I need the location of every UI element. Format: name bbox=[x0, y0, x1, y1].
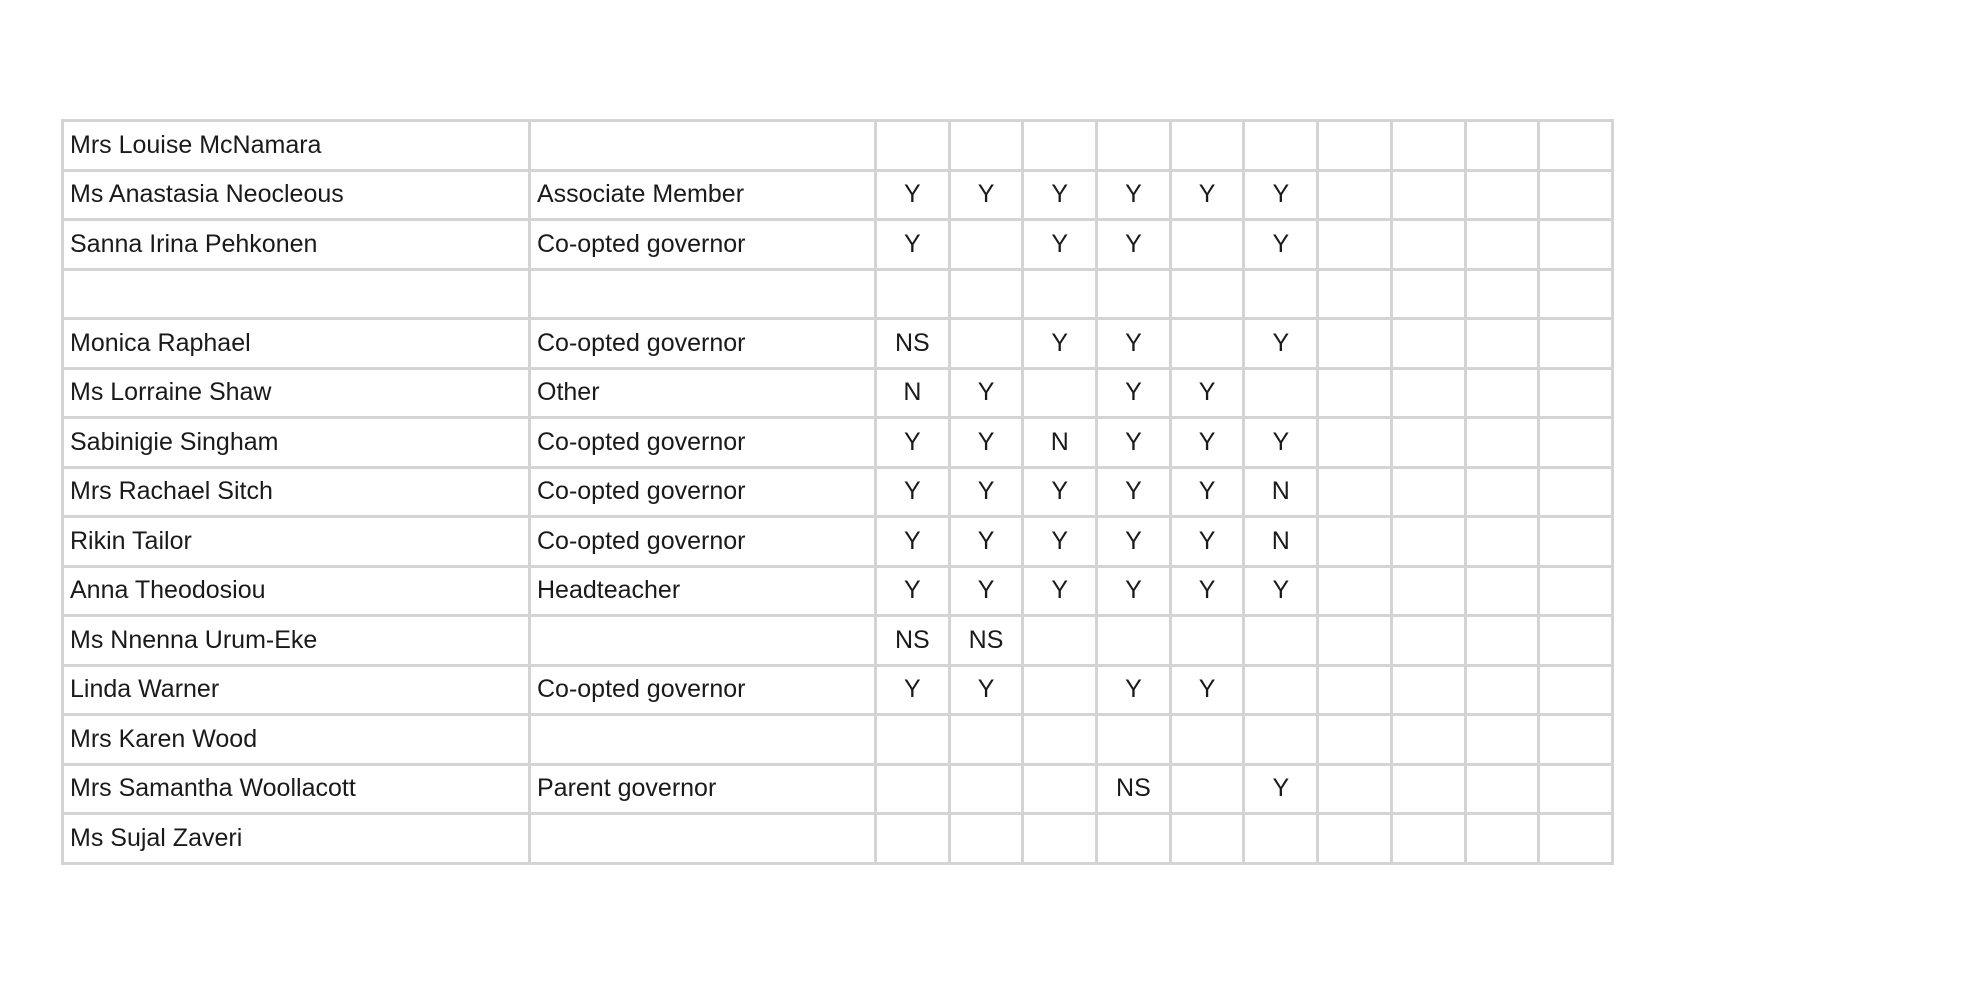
attendance-mark-cell bbox=[1539, 517, 1613, 567]
attendance-mark-cell bbox=[1539, 121, 1613, 171]
attendance-mark-cell bbox=[1465, 665, 1539, 715]
attendance-table bbox=[61, 119, 1614, 865]
attendance-mark-cell bbox=[1465, 418, 1539, 468]
attendance-mark-cell bbox=[1465, 467, 1539, 517]
attendance-mark-cell bbox=[1244, 814, 1318, 864]
attendance-mark-cell bbox=[949, 269, 1023, 319]
attendance-mark-cell: Y bbox=[1023, 319, 1097, 369]
attendance-mark-cell: NS bbox=[1097, 764, 1171, 814]
attendance-mark-cell: Y bbox=[1023, 517, 1097, 567]
attendance-mark-cell bbox=[1170, 121, 1244, 171]
table-row bbox=[63, 715, 1613, 765]
attendance-mark-cell: Y bbox=[1244, 170, 1318, 220]
governor-name-cell: Mrs Rachael Sitch bbox=[63, 467, 530, 517]
attendance-mark-cell bbox=[1318, 616, 1392, 666]
attendance-table-body bbox=[63, 121, 1613, 864]
attendance-mark-cell: Y bbox=[949, 170, 1023, 220]
attendance-mark-cell: Y bbox=[876, 220, 950, 270]
attendance-mark-cell bbox=[1539, 319, 1613, 369]
attendance-mark-cell bbox=[1023, 715, 1097, 765]
table-row bbox=[63, 665, 1613, 715]
table-row bbox=[63, 616, 1613, 666]
attendance-mark-cell bbox=[876, 121, 950, 171]
attendance-mark-cell: Y bbox=[1097, 368, 1171, 418]
attendance-mark-cell bbox=[1318, 368, 1392, 418]
attendance-mark-cell bbox=[1465, 170, 1539, 220]
attendance-mark-cell bbox=[1465, 319, 1539, 369]
attendance-mark-cell bbox=[876, 715, 950, 765]
attendance-mark-cell: Y bbox=[949, 368, 1023, 418]
attendance-mark-cell: Y bbox=[949, 665, 1023, 715]
table-row bbox=[63, 517, 1613, 567]
attendance-mark-cell bbox=[1391, 170, 1465, 220]
attendance-mark-cell: Y bbox=[1170, 467, 1244, 517]
attendance-mark-cell bbox=[1097, 121, 1171, 171]
attendance-mark-cell bbox=[1391, 121, 1465, 171]
attendance-mark-cell: Y bbox=[1097, 170, 1171, 220]
attendance-mark-cell: Y bbox=[1023, 566, 1097, 616]
attendance-mark-cell bbox=[1391, 368, 1465, 418]
attendance-mark-cell bbox=[1318, 418, 1392, 468]
attendance-mark-cell bbox=[1391, 814, 1465, 864]
attendance-mark-cell: Y bbox=[1244, 566, 1318, 616]
attendance-mark-cell bbox=[1391, 665, 1465, 715]
governor-name-cell: Ms Lorraine Shaw bbox=[63, 368, 530, 418]
attendance-mark-cell bbox=[1318, 467, 1392, 517]
attendance-mark-cell bbox=[1023, 269, 1097, 319]
attendance-mark-cell: Y bbox=[949, 566, 1023, 616]
attendance-mark-cell bbox=[1318, 764, 1392, 814]
governor-role-cell bbox=[530, 616, 876, 666]
attendance-mark-cell: Y bbox=[1097, 319, 1171, 369]
attendance-mark-cell bbox=[949, 220, 1023, 270]
attendance-mark-cell bbox=[1539, 665, 1613, 715]
attendance-mark-cell bbox=[1318, 170, 1392, 220]
attendance-mark-cell bbox=[1023, 616, 1097, 666]
attendance-mark-cell bbox=[1170, 616, 1244, 666]
attendance-mark-cell bbox=[1465, 616, 1539, 666]
attendance-mark-cell bbox=[1391, 467, 1465, 517]
attendance-mark-cell: Y bbox=[1170, 368, 1244, 418]
attendance-mark-cell bbox=[1318, 814, 1392, 864]
attendance-mark-cell bbox=[1539, 269, 1613, 319]
governor-name-cell: Mrs Samantha Woollacott bbox=[63, 764, 530, 814]
attendance-mark-cell: Y bbox=[1244, 418, 1318, 468]
governor-name-cell: Ms Sujal Zaveri bbox=[63, 814, 530, 864]
governor-name-cell: Rikin Tailor bbox=[63, 517, 530, 567]
attendance-mark-cell bbox=[1391, 319, 1465, 369]
attendance-mark-cell bbox=[1318, 220, 1392, 270]
attendance-mark-cell: N bbox=[1023, 418, 1097, 468]
governor-name-cell: Ms Anastasia Neocleous bbox=[63, 170, 530, 220]
attendance-mark-cell: Y bbox=[876, 517, 950, 567]
governor-name-cell: Linda Warner bbox=[63, 665, 530, 715]
attendance-mark-cell bbox=[1170, 269, 1244, 319]
table-row bbox=[63, 368, 1613, 418]
governor-name-cell bbox=[63, 269, 530, 319]
attendance-mark-cell: Y bbox=[1097, 467, 1171, 517]
attendance-mark-cell: Y bbox=[949, 517, 1023, 567]
attendance-mark-cell: Y bbox=[1097, 517, 1171, 567]
attendance-mark-cell bbox=[949, 715, 1023, 765]
attendance-mark-cell: Y bbox=[949, 467, 1023, 517]
attendance-mark-cell bbox=[1097, 814, 1171, 864]
governor-name-cell: Sabinigie Singham bbox=[63, 418, 530, 468]
attendance-mark-cell bbox=[1539, 220, 1613, 270]
table-row bbox=[63, 467, 1613, 517]
governor-name-cell: Sanna Irina Pehkonen bbox=[63, 220, 530, 270]
attendance-mark-cell bbox=[1391, 715, 1465, 765]
attendance-mark-cell: Y bbox=[1023, 220, 1097, 270]
attendance-mark-cell bbox=[949, 121, 1023, 171]
attendance-mark-cell bbox=[1023, 121, 1097, 171]
attendance-mark-cell bbox=[1391, 220, 1465, 270]
attendance-mark-cell bbox=[1391, 566, 1465, 616]
attendance-mark-cell bbox=[1465, 121, 1539, 171]
attendance-mark-cell bbox=[1318, 665, 1392, 715]
attendance-mark-cell bbox=[949, 814, 1023, 864]
attendance-mark-cell bbox=[1318, 517, 1392, 567]
attendance-mark-cell bbox=[1170, 715, 1244, 765]
attendance-mark-cell bbox=[949, 319, 1023, 369]
attendance-mark-cell bbox=[1170, 319, 1244, 369]
attendance-mark-cell bbox=[1539, 616, 1613, 666]
attendance-mark-cell bbox=[1244, 368, 1318, 418]
attendance-mark-cell: NS bbox=[949, 616, 1023, 666]
attendance-mark-cell bbox=[949, 764, 1023, 814]
attendance-mark-cell bbox=[1539, 170, 1613, 220]
table-row bbox=[63, 269, 1613, 319]
attendance-mark-cell bbox=[1097, 269, 1171, 319]
attendance-mark-cell bbox=[1465, 814, 1539, 864]
governor-name-cell: Monica Raphael bbox=[63, 319, 530, 369]
attendance-mark-cell: Y bbox=[876, 170, 950, 220]
attendance-mark-cell: NS bbox=[876, 319, 950, 369]
governor-role-cell bbox=[530, 715, 876, 765]
attendance-mark-cell bbox=[1244, 121, 1318, 171]
attendance-mark-cell: Y bbox=[1170, 517, 1244, 567]
attendance-mark-cell: Y bbox=[1244, 764, 1318, 814]
attendance-mark-cell bbox=[1244, 715, 1318, 765]
attendance-mark-cell bbox=[1465, 715, 1539, 765]
attendance-mark-cell bbox=[1539, 566, 1613, 616]
attendance-mark-cell bbox=[1391, 764, 1465, 814]
attendance-mark-cell bbox=[1318, 566, 1392, 616]
attendance-mark-cell bbox=[1539, 764, 1613, 814]
governor-role-cell: Co-opted governor bbox=[530, 517, 876, 567]
table-row bbox=[63, 220, 1613, 270]
attendance-mark-cell: Y bbox=[1023, 170, 1097, 220]
governor-name-cell: Mrs Karen Wood bbox=[63, 715, 530, 765]
attendance-mark-cell: Y bbox=[876, 566, 950, 616]
attendance-mark-cell bbox=[1097, 616, 1171, 666]
attendance-mark-cell bbox=[1023, 665, 1097, 715]
table-row bbox=[63, 121, 1613, 171]
governor-role-cell: Associate Member bbox=[530, 170, 876, 220]
attendance-mark-cell bbox=[1539, 467, 1613, 517]
attendance-mark-cell: N bbox=[1244, 467, 1318, 517]
attendance-mark-cell bbox=[1170, 764, 1244, 814]
attendance-mark-cell bbox=[1391, 418, 1465, 468]
attendance-mark-cell bbox=[1465, 368, 1539, 418]
attendance-mark-cell bbox=[1391, 269, 1465, 319]
governor-role-cell: Co-opted governor bbox=[530, 467, 876, 517]
attendance-mark-cell: Y bbox=[876, 665, 950, 715]
governor-role-cell: Co-opted governor bbox=[530, 418, 876, 468]
attendance-mark-cell bbox=[1465, 764, 1539, 814]
attendance-mark-cell bbox=[1244, 269, 1318, 319]
attendance-mark-cell bbox=[1318, 121, 1392, 171]
governor-name-cell: Anna Theodosiou bbox=[63, 566, 530, 616]
governor-role-cell: Co-opted governor bbox=[530, 665, 876, 715]
attendance-mark-cell: Y bbox=[1244, 220, 1318, 270]
attendance-mark-cell bbox=[1539, 715, 1613, 765]
attendance-mark-cell: Y bbox=[876, 418, 950, 468]
attendance-mark-cell bbox=[1170, 814, 1244, 864]
attendance-mark-cell: N bbox=[876, 368, 950, 418]
attendance-mark-cell bbox=[1391, 616, 1465, 666]
attendance-mark-cell bbox=[1539, 418, 1613, 468]
governor-name-cell: Mrs Louise McNamara bbox=[63, 121, 530, 171]
attendance-mark-cell: Y bbox=[1097, 665, 1171, 715]
attendance-mark-cell: Y bbox=[1170, 665, 1244, 715]
attendance-mark-cell bbox=[1023, 814, 1097, 864]
attendance-mark-cell bbox=[876, 814, 950, 864]
attendance-mark-cell bbox=[1023, 368, 1097, 418]
attendance-mark-cell bbox=[1097, 715, 1171, 765]
attendance-mark-cell bbox=[1170, 220, 1244, 270]
attendance-mark-cell bbox=[1318, 319, 1392, 369]
table-row bbox=[63, 814, 1613, 864]
attendance-mark-cell: N bbox=[1244, 517, 1318, 567]
table-row bbox=[63, 566, 1613, 616]
attendance-mark-cell: NS bbox=[876, 616, 950, 666]
attendance-mark-cell bbox=[1318, 269, 1392, 319]
attendance-mark-cell bbox=[1465, 269, 1539, 319]
attendance-mark-cell bbox=[1465, 517, 1539, 567]
governor-role-cell bbox=[530, 121, 876, 171]
governor-name-cell: Ms Nnenna Urum-Eke bbox=[63, 616, 530, 666]
governor-role-cell: Co-opted governor bbox=[530, 319, 876, 369]
attendance-mark-cell bbox=[1244, 665, 1318, 715]
attendance-mark-cell bbox=[876, 269, 950, 319]
attendance-mark-cell bbox=[1318, 715, 1392, 765]
attendance-mark-cell bbox=[1023, 764, 1097, 814]
governor-role-cell: Other bbox=[530, 368, 876, 418]
governor-role-cell: Parent governor bbox=[530, 764, 876, 814]
attendance-mark-cell bbox=[1391, 517, 1465, 567]
attendance-mark-cell: Y bbox=[1097, 220, 1171, 270]
attendance-mark-cell bbox=[1539, 814, 1613, 864]
governor-role-cell bbox=[530, 269, 876, 319]
table-row bbox=[63, 418, 1613, 468]
attendance-mark-cell: Y bbox=[1170, 566, 1244, 616]
attendance-mark-cell: Y bbox=[949, 418, 1023, 468]
attendance-mark-cell bbox=[1244, 616, 1318, 666]
attendance-mark-cell bbox=[1539, 368, 1613, 418]
governor-role-cell: Headteacher bbox=[530, 566, 876, 616]
attendance-mark-cell: Y bbox=[1244, 319, 1318, 369]
attendance-mark-cell: Y bbox=[1023, 467, 1097, 517]
attendance-mark-cell: Y bbox=[1170, 418, 1244, 468]
table-row bbox=[63, 764, 1613, 814]
table-row bbox=[63, 319, 1613, 369]
attendance-mark-cell: Y bbox=[1170, 170, 1244, 220]
table-row bbox=[63, 170, 1613, 220]
attendance-mark-cell bbox=[876, 764, 950, 814]
governor-role-cell bbox=[530, 814, 876, 864]
attendance-mark-cell bbox=[1465, 220, 1539, 270]
attendance-mark-cell: Y bbox=[1097, 418, 1171, 468]
attendance-mark-cell bbox=[1465, 566, 1539, 616]
governor-role-cell: Co-opted governor bbox=[530, 220, 876, 270]
attendance-mark-cell: Y bbox=[876, 467, 950, 517]
attendance-mark-cell: Y bbox=[1097, 566, 1171, 616]
